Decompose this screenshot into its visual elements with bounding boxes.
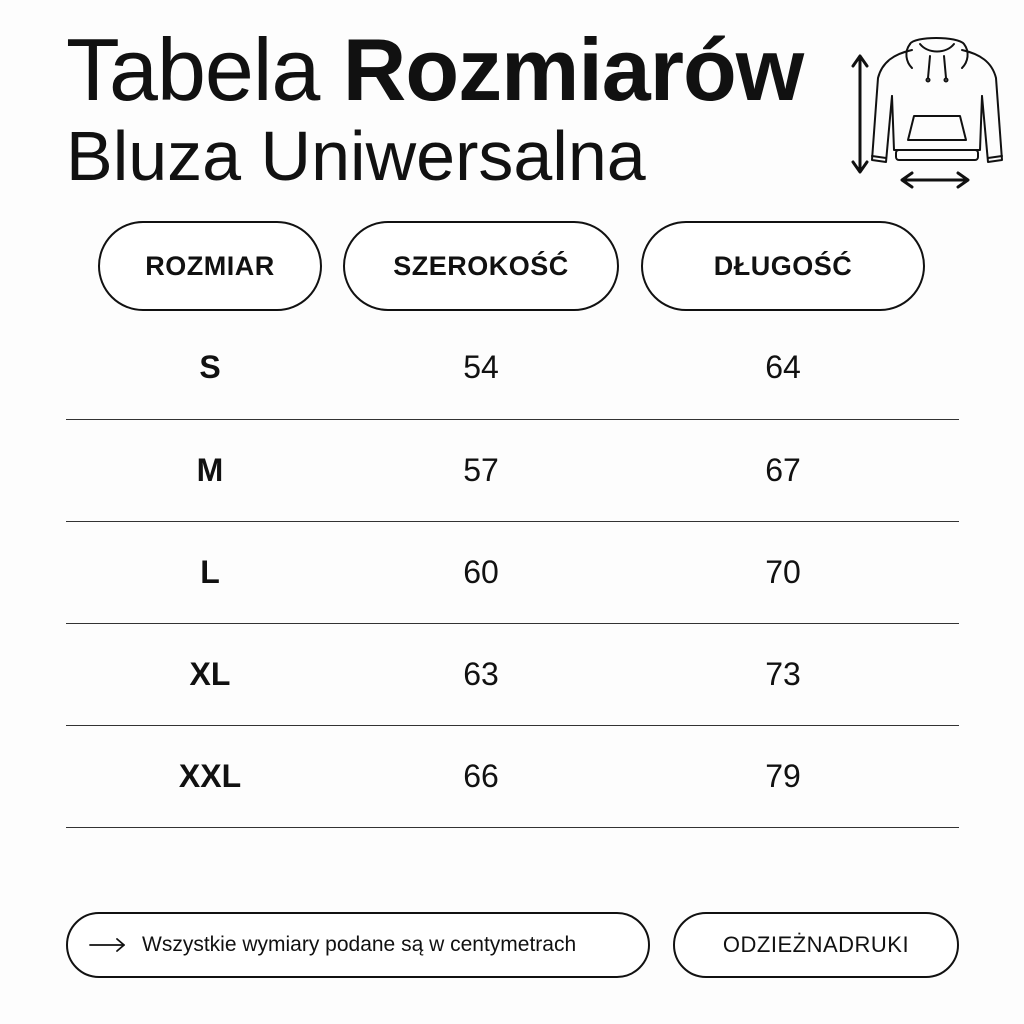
length-cell: 73 (765, 656, 801, 692)
vertical-double-arrow-icon (853, 56, 867, 172)
table-row (66, 624, 959, 726)
horizontal-double-arrow-icon (902, 173, 968, 187)
size-cell: L (200, 554, 220, 590)
size-cell: M (196, 452, 224, 488)
hoodie-icon (848, 32, 1004, 192)
column-header-length: DŁUGOŚĆ (641, 221, 925, 311)
size-cell: S (199, 349, 221, 385)
title-bold: Rozmiarów (342, 20, 804, 119)
page-subtitle: Bluza Uniwersalna (66, 117, 646, 195)
width-cell: 60 (463, 554, 499, 590)
units-note-text: Wszystkie wymiary podane są w centymetrach (142, 933, 577, 956)
width-cell: 66 (463, 758, 499, 794)
table-row (66, 522, 959, 624)
table-row (66, 420, 959, 522)
page-title (66, 20, 804, 119)
title-block (66, 20, 804, 196)
width-cell: 57 (463, 452, 499, 488)
column-header-size: ROZMIAR (98, 221, 322, 311)
length-cell: 64 (765, 349, 801, 385)
table-row (66, 726, 959, 828)
width-cell: 54 (463, 349, 499, 385)
length-cell: 70 (765, 554, 801, 590)
size-cell: XXL (178, 758, 242, 794)
length-cell: 79 (765, 758, 801, 794)
size-table (66, 316, 959, 828)
units-note (66, 912, 650, 978)
size-cell: XL (189, 656, 231, 692)
length-cell: 67 (765, 452, 801, 488)
brand-badge: ODZIEŻNADRUKI (673, 912, 959, 978)
title-regular: Tabela (66, 20, 320, 119)
width-cell: 63 (463, 656, 499, 692)
arrow-right-icon (88, 935, 128, 955)
column-header-width: SZEROKOŚĆ (343, 221, 619, 311)
table-row (66, 316, 959, 420)
